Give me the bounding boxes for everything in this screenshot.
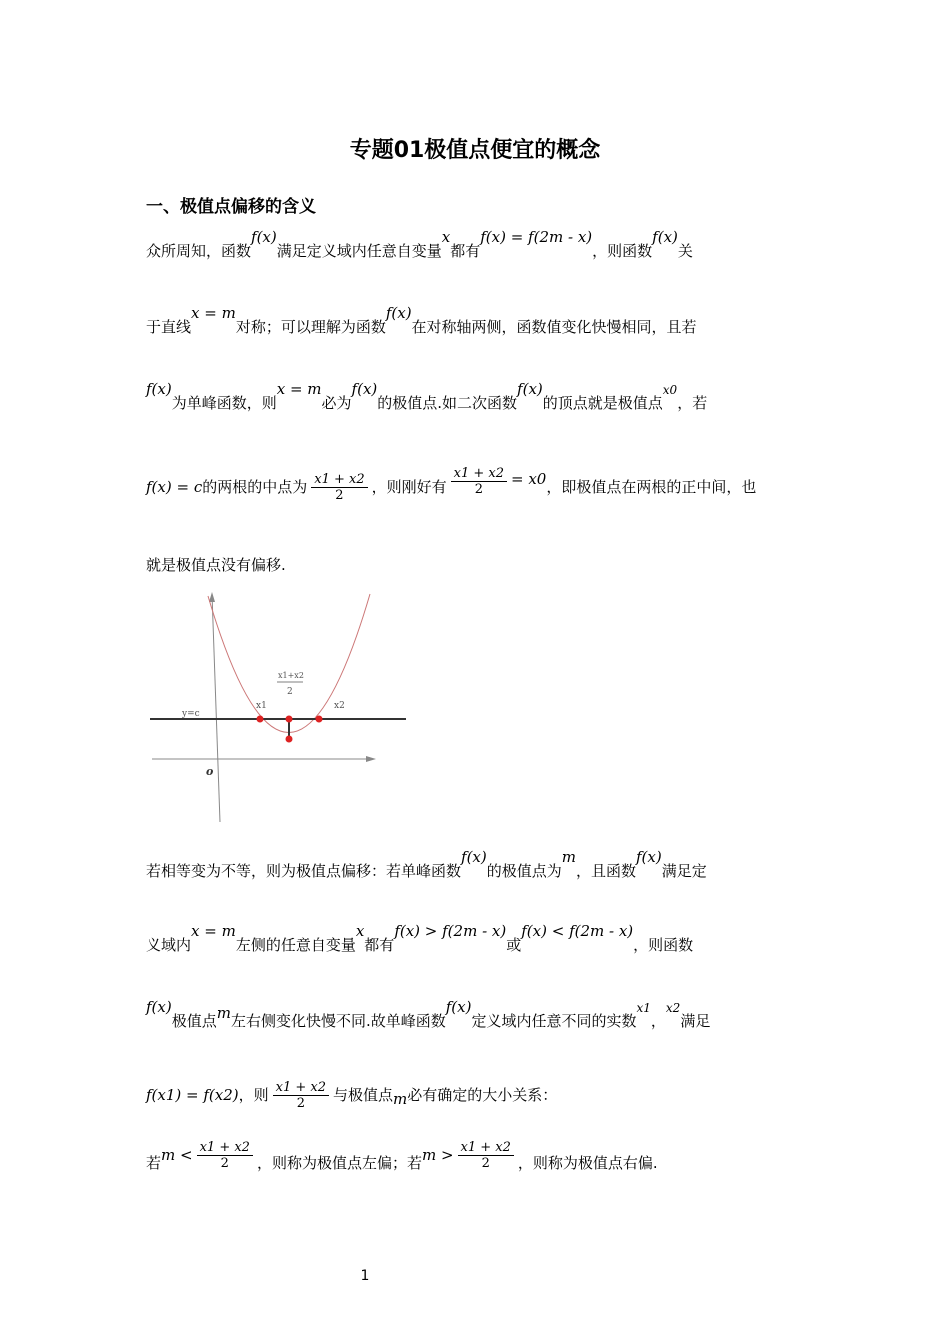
math-expr: x [441, 228, 451, 246]
y-axis-arrow [209, 592, 215, 602]
fraction [451, 466, 507, 497]
math-expr: x [355, 922, 365, 940]
fraction-numerator: x1 + x2 [311, 472, 367, 488]
midpoint [286, 716, 293, 723]
text: 若相等变为不等，则为极值点偏移：若单峰函数 [146, 862, 462, 880]
math-expr: f(x) [517, 380, 543, 398]
label-midpoint-denominator: 2 [287, 687, 293, 697]
text: 义域内 [146, 936, 192, 954]
paragraph-line-6 [146, 848, 707, 881]
root-point-x2 [316, 716, 323, 723]
text: ，且函数 [575, 862, 636, 880]
fraction-numerator: x1 + x2 [451, 466, 507, 482]
math-expr: f(x1) = f(x2) [146, 1086, 239, 1104]
text: 为单峰函数，则 [171, 394, 277, 412]
paragraph-line-3 [146, 380, 708, 413]
text: ，则称为极值点右偏. [517, 1154, 658, 1172]
parabola-figure [146, 590, 411, 825]
label-origin: o [206, 765, 214, 778]
page-number: 1 [360, 1268, 370, 1284]
section-heading: 一、极值点偏移的含义 [146, 197, 316, 217]
fraction-numerator: x1 + x2 [458, 1140, 514, 1156]
text: 在对称轴两侧，函数值变化快慢相同，且若 [411, 318, 697, 336]
text: ，若 [677, 394, 708, 412]
paragraph-line-8 [146, 998, 711, 1031]
math-expr: f(x) [146, 998, 172, 1016]
text: ，则 [238, 1086, 269, 1104]
math-expr: f(x) [636, 848, 662, 866]
y-axis [212, 594, 220, 822]
text: 满足定义域内任意自变量 [276, 242, 442, 260]
fraction [273, 1080, 329, 1111]
fraction-denominator: 2 [220, 1156, 229, 1171]
label-x2: x2 [334, 701, 345, 711]
text: ，则刚好有 [371, 478, 447, 496]
math-expr: f(x) [652, 228, 678, 246]
math-expr: m [561, 848, 576, 866]
fraction [197, 1140, 253, 1171]
label-x1: x1 [256, 701, 267, 711]
text: 都有 [364, 936, 395, 954]
math-expr: x = m [276, 380, 322, 398]
math-expr: x1 [636, 1001, 651, 1015]
text: 于直线 [146, 318, 192, 336]
text: 关 [677, 242, 693, 260]
fraction-denominator: 2 [296, 1096, 305, 1111]
text: 的极值点为 [486, 862, 562, 880]
math-expr: f(x) > f(2m - x) [394, 922, 507, 940]
text: 满足 [680, 1012, 711, 1030]
text: 对称；可以理解为函数 [235, 318, 386, 336]
math-expr: f(x) < f(2m - x) [521, 922, 634, 940]
text: 左右侧变化快慢不同.故单峰函数 [230, 1012, 446, 1030]
vertex-point [286, 736, 293, 743]
math-expr: m [216, 1004, 231, 1022]
math-expr: f(x) [251, 228, 277, 246]
math-expr: = x0 [511, 470, 547, 488]
x-axis-arrow [366, 756, 376, 762]
text: 左侧的任意自变量 [235, 936, 356, 954]
paragraph-line-9 [146, 1080, 557, 1111]
fraction-numerator: x1 + x2 [197, 1140, 253, 1156]
text: 必有确定的大小关系： [407, 1086, 558, 1104]
text: 满足定 [661, 862, 707, 880]
text: ，则函数 [592, 242, 653, 260]
root-point-x1 [257, 716, 264, 723]
label-y-equals-c: y=c [182, 709, 200, 719]
text: 或 [506, 936, 522, 954]
paragraph-line-7 [146, 922, 694, 955]
paragraph-line-1 [146, 228, 693, 261]
math-expr: f(x) [351, 380, 378, 398]
math-expr: f(x) = f(2m - x) [480, 228, 593, 246]
text: ，则函数 [633, 936, 694, 954]
math-expr: f(x) [385, 304, 412, 322]
text: 必为 [321, 394, 352, 412]
fraction [311, 472, 367, 503]
math-expr: x = m [191, 922, 236, 940]
text: ，即极值点在两根的正中间，也 [546, 478, 757, 496]
text: 的两根的中点为 [202, 478, 308, 496]
text: ，则称为极值点左偏；若 [256, 1154, 422, 1172]
text: 众所周知，函数 [146, 242, 252, 260]
math-expr: f(x) [461, 848, 487, 866]
text: ， [650, 1012, 666, 1030]
fraction-denominator: 2 [481, 1156, 490, 1171]
math-expr: f(x) [445, 998, 472, 1016]
text: 若 [146, 1154, 162, 1172]
math-expr: f(x) [146, 380, 172, 398]
paragraph-line-4 [146, 466, 757, 503]
fraction-denominator: 2 [335, 488, 344, 503]
math-expr: m < [161, 1146, 193, 1164]
math-expr: f(x) = c [146, 478, 203, 496]
text: 都有 [450, 242, 481, 260]
math-expr: x2 [665, 1001, 681, 1015]
paragraph-line-2 [146, 304, 697, 337]
text: 的极值点.如二次函数 [377, 394, 518, 412]
fraction-denominator: 2 [474, 482, 483, 497]
fraction [458, 1140, 514, 1171]
math-expr: m [393, 1090, 408, 1108]
page-title: 专题01极值点便宜的概念 [349, 138, 601, 163]
fraction-numerator: x1 + x2 [273, 1080, 329, 1096]
math-expr: x0 [662, 383, 678, 397]
parabola-curve [208, 594, 370, 733]
text: 极值点 [171, 1012, 217, 1030]
label-midpoint-numerator: x1+x2 [278, 671, 304, 680]
paragraph-line-10 [146, 1140, 658, 1171]
text: 定义域内任意不同的实数 [471, 1012, 637, 1030]
math-expr: x = m [191, 304, 236, 322]
paragraph-line-5: 就是极值点没有偏移. [146, 556, 286, 574]
text: 与极值点 [333, 1086, 394, 1104]
math-expr: m > [421, 1146, 454, 1164]
text: 的顶点就是极值点 [542, 394, 663, 412]
